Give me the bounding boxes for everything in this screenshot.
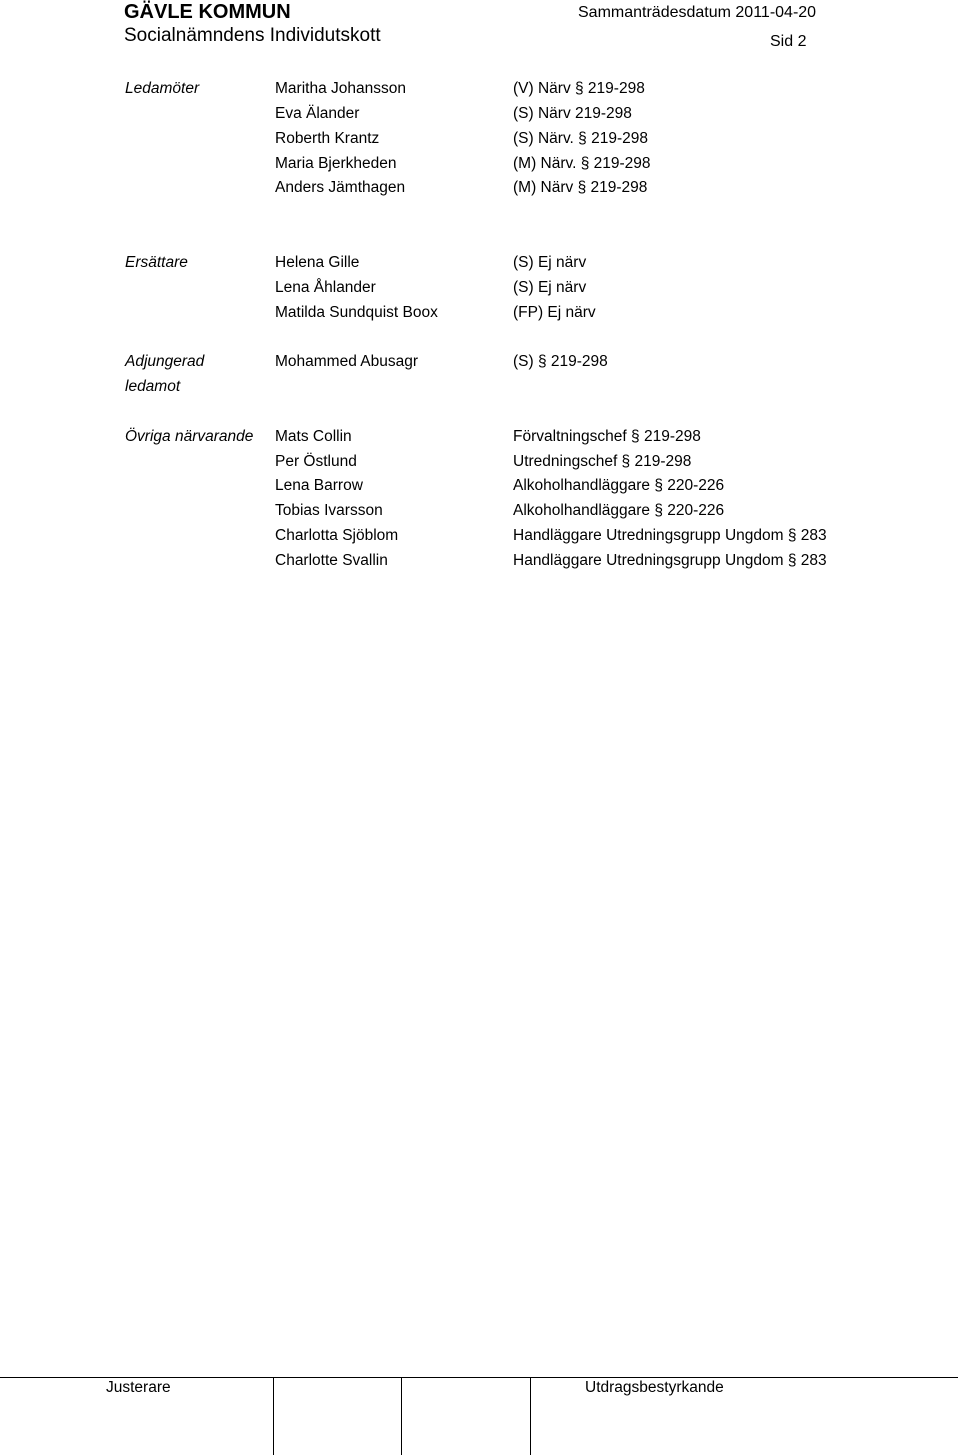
member-info: (M) Närv. § 219-298 — [513, 155, 651, 172]
member-info: (V) Närv § 219-298 — [513, 80, 645, 97]
substitute-name: Lena Åhlander — [275, 279, 376, 296]
attendee-role: Alkoholhandläggare § 220-226 — [513, 477, 725, 494]
utdragsbestyrkande-label: Utdragsbestyrkande — [585, 1379, 724, 1396]
attendee-role: Förvaltningschef § 219-298 — [513, 428, 701, 445]
substitute-info: (FP) Ej närv — [513, 304, 596, 321]
footer-divider — [401, 1377, 402, 1455]
org-name: GÄVLE KOMMUN — [124, 1, 291, 23]
attendee-name: Per Östlund — [275, 453, 357, 470]
adjunct-name: Mohammed Abusagr — [275, 353, 419, 370]
substitute-name: Helena Gille — [275, 254, 360, 271]
justerare-label: Justerare — [106, 1379, 171, 1396]
substitute-name: Matilda Sundquist Boox — [275, 304, 438, 321]
attendee-role: Utredningschef § 219-298 — [513, 453, 692, 470]
member-name: Eva Älander — [275, 105, 360, 122]
adjunct-info: (S) § 219-298 — [513, 353, 608, 370]
attendee-role: Handläggare Utredningsgrupp Ungdom § 283 — [513, 552, 827, 569]
member-name: Roberth Krantz — [275, 130, 380, 147]
member-name: Anders Jämthagen — [275, 179, 406, 196]
section-label-ersattare: Ersättare — [125, 254, 188, 271]
member-name: Maria Bjerkheden — [275, 155, 397, 172]
page-number: Sid 2 — [770, 33, 807, 50]
attendee-role: Handläggare Utredningsgrupp Ungdom § 283 — [513, 527, 827, 544]
page-header — [0, 0, 960, 60]
footer-top-rule — [0, 1377, 958, 1378]
attendee-name: Charlotte Svallin — [275, 552, 388, 569]
footer-divider — [273, 1377, 274, 1455]
attendee-name: Tobias Ivarsson — [275, 502, 383, 519]
substitute-info: (S) Ej närv — [513, 254, 587, 271]
section-label-ledamoter: Ledamöter — [125, 80, 200, 97]
member-info: (M) Närv § 219-298 — [513, 179, 648, 196]
attendee-name: Charlotta Sjöblom — [275, 527, 399, 544]
committee-name: Socialnämndens Individutskott — [124, 25, 381, 46]
signature-footer — [0, 1375, 960, 1455]
member-name: Maritha Johansson — [275, 80, 406, 97]
section-label-adjungerad: Adjungerad — [125, 353, 205, 370]
attendee-name: Mats Collin — [275, 428, 352, 445]
section-label-ovriga: Övriga närvarande — [125, 428, 254, 445]
footer-divider — [530, 1377, 531, 1455]
section-label-ledamot: ledamot — [125, 378, 181, 395]
attendee-name: Lena Barrow — [275, 477, 363, 494]
member-info: (S) Närv 219-298 — [513, 105, 632, 122]
substitute-info: (S) Ej närv — [513, 279, 587, 296]
member-info: (S) Närv. § 219-298 — [513, 130, 648, 147]
meeting-date: Sammanträdesdatum 2011-04-20 — [578, 4, 817, 21]
attendee-role: Alkoholhandläggare § 220-226 — [513, 502, 725, 519]
